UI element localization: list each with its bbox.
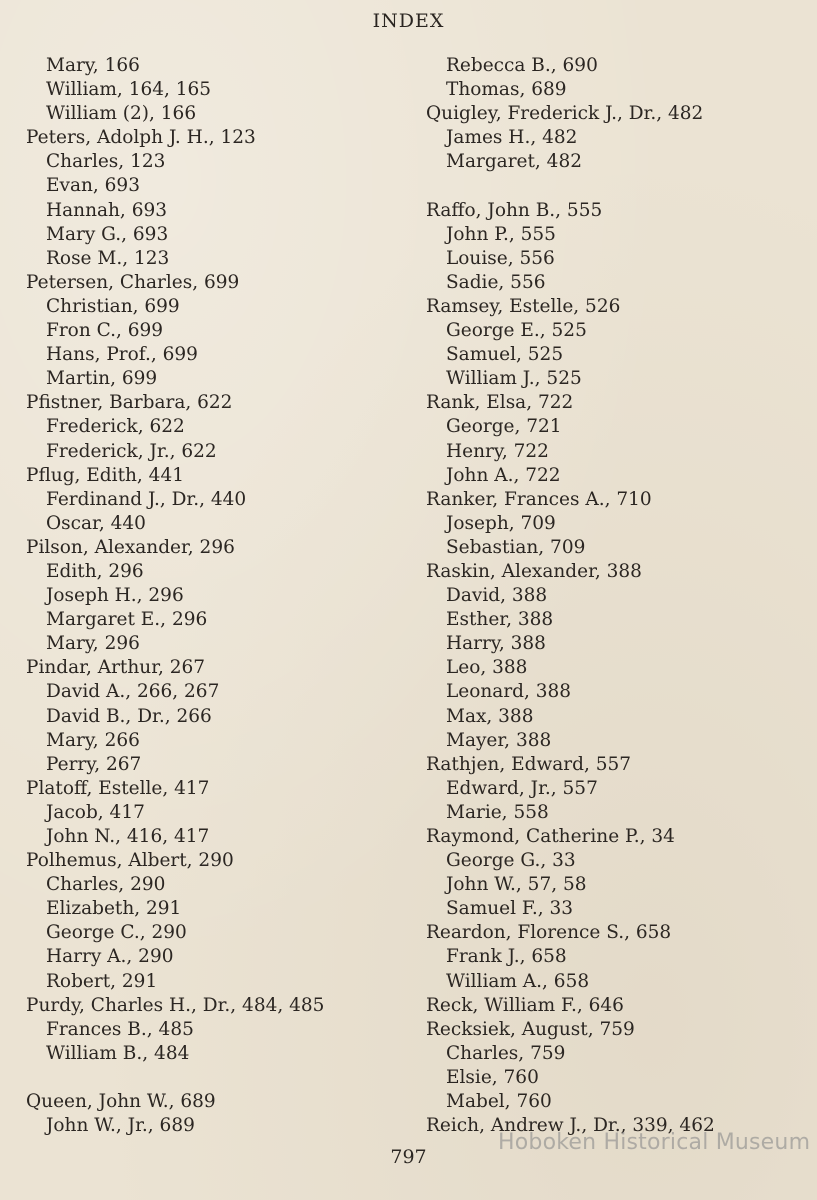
- index-subentry: Marie, 558: [446, 801, 549, 823]
- index-subentry: Hans, Prof., 699: [46, 344, 198, 366]
- index-subentry: Jacob, 417: [46, 801, 145, 823]
- index-subentry: Christian, 699: [46, 295, 180, 317]
- index-subentry: William A., 658: [446, 970, 590, 992]
- index-subentry: Samuel, 525: [446, 344, 564, 366]
- index-subentry: William J., 525: [446, 368, 582, 390]
- index-entry: Reardon, Florence S., 658: [426, 922, 672, 944]
- index-subentry: Mary, 296: [46, 633, 140, 655]
- index-subentry: Frederick, 622: [46, 416, 185, 438]
- index-subentry: Ferdinand J., Dr., 440: [46, 488, 247, 510]
- watermark: Hoboken Historical Museum: [498, 1130, 811, 1155]
- index-subentry: John N., 416, 417: [46, 826, 210, 847]
- index-entry: Pindar, Arthur, 267: [26, 657, 206, 679]
- index-column-left: [26, 54, 396, 1138]
- index-subentry: David B., Dr., 266: [46, 705, 212, 727]
- index-subentry: George C., 290: [46, 922, 187, 944]
- index-subentry: Sebastian, 709: [446, 536, 586, 558]
- index-subentry: Henry, 722: [446, 440, 549, 462]
- index-entry: Rathjen, Edward, 557: [426, 753, 632, 775]
- index-subentry: John P., 555: [446, 223, 556, 245]
- index-entry: Purdy, Charles H., Dr., 484, 485: [26, 994, 325, 1016]
- index-subentry: Esther, 388: [446, 609, 554, 631]
- index-subentry: Edith, 296: [46, 560, 144, 582]
- index-entry: Queen, John W., 689: [26, 1091, 216, 1113]
- index-entry: Raskin, Alexander, 388: [426, 560, 642, 582]
- index-subentry: Rose M., 123: [46, 247, 170, 269]
- index-subentry: George, 721: [446, 416, 562, 438]
- index-subentry: Leo, 388: [446, 657, 528, 679]
- index-subentry: Elsie, 760: [446, 1066, 539, 1088]
- index-subentry: Evan, 693: [46, 175, 140, 197]
- index-subentry: David, 388: [446, 585, 548, 607]
- index-entry: Pflug, Edith, 441: [26, 464, 184, 486]
- index-subentry: Mary, 166: [46, 55, 140, 76]
- index-subentry: George E., 525: [446, 320, 587, 342]
- index-subentry: Hannah, 693: [46, 199, 168, 221]
- index-subentry: Margaret E., 296: [46, 609, 208, 631]
- index-subentry: Edward, Jr., 557: [446, 777, 598, 799]
- index-subentry: Rebecca B., 690: [446, 55, 598, 76]
- index-entry: Platoff, Estelle, 417: [26, 777, 210, 799]
- index-subentry: Samuel F., 33: [446, 898, 574, 920]
- index-entry: Quigley, Frederick J., Dr., 482: [426, 103, 704, 125]
- index-subentry: John A., 722: [446, 464, 561, 486]
- index-subentry: Charles, 290: [46, 874, 166, 896]
- index-entry: Pfistner, Barbara, 622: [26, 392, 233, 414]
- index-entry: Raffo, John B., 555: [426, 199, 603, 221]
- index-entry: Peters, Adolph J. H., 123: [26, 127, 256, 149]
- index-subentry: Perry, 267: [46, 753, 142, 775]
- index-entry: Recksiek, August, 759: [426, 1018, 635, 1040]
- index-subentry: Elizabeth, 291: [46, 898, 182, 920]
- index-subentry: Martin, 699: [46, 368, 158, 390]
- index-subentry: John W., 57, 58: [446, 874, 587, 896]
- index-entry: Reck, William F., 646: [426, 994, 624, 1016]
- index-subentry: Oscar, 440: [46, 512, 146, 534]
- page-number: 797: [390, 1146, 427, 1168]
- index-subentry: Thomas, 689: [446, 79, 567, 101]
- index-subentry: Robert, 291: [46, 970, 158, 992]
- index-subentry: Harry, 388: [446, 633, 546, 655]
- index-subentry: Frank J., 658: [446, 946, 567, 968]
- index-entry: Petersen, Charles, 699: [26, 271, 240, 293]
- index-subentry: Mary G., 693: [46, 223, 169, 245]
- index-subentry: George G., 33: [446, 850, 576, 872]
- index-entry: Rank, Elsa, 722: [426, 392, 574, 414]
- index-entry: Pilson, Alexander, 296: [26, 536, 235, 558]
- index-subentry: William, 164, 165: [46, 79, 212, 101]
- index-entry: Reich, Andrew J., Dr., 339, 462: [426, 1115, 715, 1137]
- index-gap: [426, 174, 796, 198]
- index-subentry: David A., 266, 267: [46, 681, 220, 703]
- index-subentry: Charles, 759: [446, 1042, 566, 1064]
- index-subentry: James H., 482: [446, 127, 578, 149]
- index-subentry: Margaret, 482: [446, 151, 582, 173]
- index-subentry: Mary, 266: [46, 729, 140, 751]
- index-subentry: Mabel, 760: [446, 1091, 552, 1113]
- index-subentry: Frances B., 485: [46, 1018, 194, 1040]
- index-subentry: John W., Jr., 689: [46, 1115, 195, 1137]
- page-title: INDEX: [372, 10, 445, 32]
- index-column-right: [426, 54, 796, 1138]
- index-subentry: Mayer, 388: [446, 729, 552, 751]
- index-subentry: Fron C., 699: [46, 320, 164, 342]
- index-subentry: Joseph H., 296: [46, 585, 184, 607]
- index-subentry: Charles, 123: [46, 151, 166, 173]
- index-subentry: Joseph, 709: [446, 512, 556, 534]
- index-entry: Polhemus, Albert, 290: [26, 850, 234, 872]
- index-subentry: Sadie, 556: [446, 271, 546, 293]
- index-subentry: Harry A., 290: [46, 946, 174, 968]
- index-gap: [26, 1066, 396, 1090]
- index-entry: Ranker, Frances A., 710: [426, 488, 652, 510]
- index-subentry: Frederick, Jr., 622: [46, 440, 217, 462]
- index-subentry: Louise, 556: [446, 247, 555, 269]
- index-entry: Raymond, Catherine P., 34: [426, 826, 675, 847]
- index-entry: Ramsey, Estelle, 526: [426, 295, 621, 317]
- index-subentry: William (2), 166: [46, 103, 197, 125]
- index-subentry: William B., 484: [46, 1042, 190, 1064]
- index-subentry: Leonard, 388: [446, 681, 572, 703]
- index-subentry: Max, 388: [446, 705, 534, 727]
